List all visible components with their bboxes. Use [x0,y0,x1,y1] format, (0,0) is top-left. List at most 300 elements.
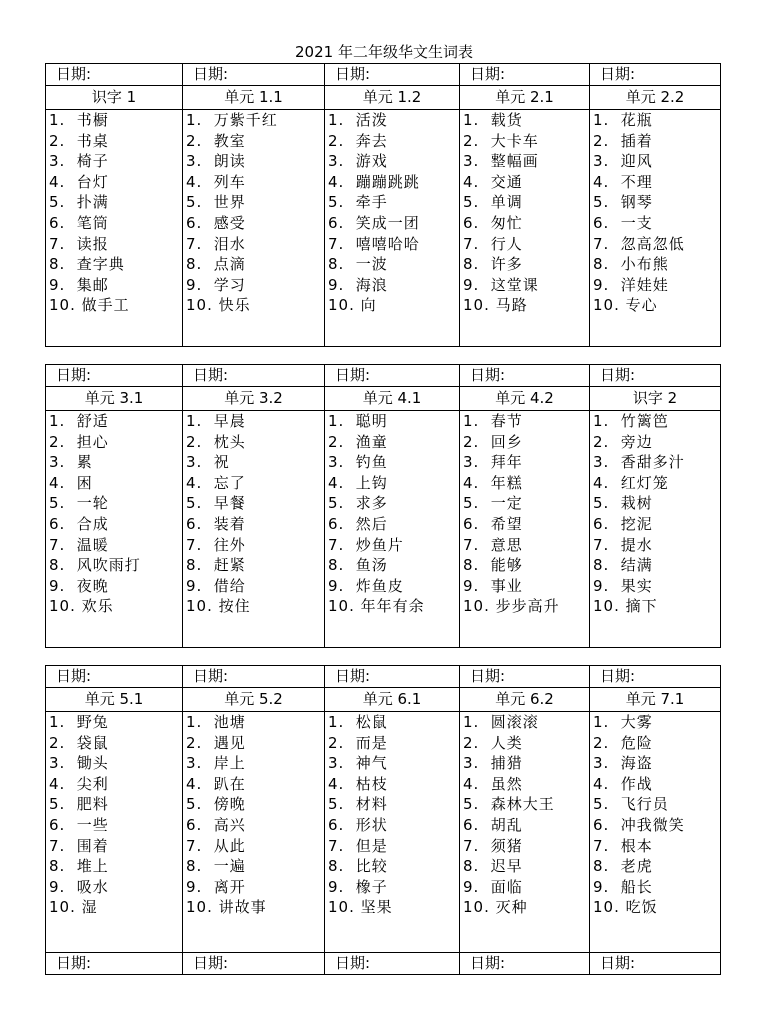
list-item [49,897,182,918]
word: 从此 [208,836,246,855]
list-item [186,411,324,432]
word: 温暖 [71,535,109,554]
item-number: 10. [463,597,490,616]
word: 一遍 [208,857,246,876]
item-number: 9. [593,576,610,595]
word: 旁边 [615,432,653,451]
item-number: 1. [49,412,66,430]
word: 插着 [615,131,653,150]
word: 野兔 [71,713,109,731]
word: 读报 [71,234,109,253]
list-item [186,596,324,617]
list-item [463,576,589,597]
word-list [460,411,589,617]
item-number: 6. [49,514,66,533]
word: 神气 [350,754,388,773]
list-item [328,234,459,255]
word: 忘了 [208,473,246,492]
word: 泪水 [208,234,246,253]
list-item [49,836,182,857]
item-number: 4. [593,473,610,492]
vocab-table [45,364,721,648]
list-item [463,836,589,857]
word: 意思 [485,535,523,554]
item-number: 8. [186,556,203,575]
word: 早餐 [208,494,246,513]
date-cell: 日期: [183,365,325,387]
item-number: 1. [328,111,345,129]
list-item [328,596,459,617]
item-number: 4. [49,774,66,793]
item-number: 6. [593,213,610,232]
item-number: 1. [328,412,345,430]
list-item [463,535,589,556]
word: 教室 [208,131,246,150]
list-item [328,535,459,556]
item-number: 2. [463,131,480,150]
item-number: 5. [186,494,203,513]
list-item [49,712,182,733]
item-number: 6. [328,514,345,533]
list-item [328,192,459,213]
word: 枯枝 [350,774,388,793]
word: 老虎 [615,857,653,876]
list-item [186,110,324,131]
date-row [46,666,721,688]
word-list [460,110,589,316]
word: 岸上 [208,754,246,773]
list-item [593,712,720,733]
list-item [328,836,459,857]
word: 祝 [208,453,230,472]
list-item [593,275,720,296]
word: 游戏 [350,152,388,171]
item-number: 5. [49,494,66,513]
item-number: 2. [463,432,480,451]
word: 一定 [485,494,523,513]
item-number: 9. [593,275,610,294]
word: 根本 [615,836,653,855]
word-list-row [46,110,721,347]
list-item [328,774,459,795]
word: 年年有余 [354,597,425,616]
list-item [186,712,324,733]
word-list-cell [460,411,590,648]
item-number: 7. [463,535,480,554]
item-number: 8. [463,556,480,575]
word-list-cell [590,110,721,347]
item-number: 8. [328,255,345,274]
list-item [186,172,324,193]
word: 这堂课 [485,275,539,294]
list-item [49,877,182,898]
date-cell: 日期: [590,64,721,86]
item-number: 10. [463,296,490,315]
word: 须猪 [485,836,523,855]
date-cell: 日期: [460,64,590,86]
item-number: 10. [463,898,490,917]
item-number: 10. [328,296,355,315]
item-number: 10. [593,898,620,917]
list-item [186,192,324,213]
word: 离开 [208,877,246,896]
word-list-cell [183,110,325,347]
date-cell: 日期: [460,666,590,688]
item-number: 5. [463,193,480,212]
item-number: 4. [463,774,480,793]
list-item [593,514,720,535]
list-item [593,877,720,898]
unit-name: 单元 5.2 [183,688,325,712]
list-item [463,110,589,131]
word-list-cell [460,712,590,953]
word: 湿 [75,898,98,917]
word-list [325,712,459,918]
item-number: 7. [463,234,480,253]
item-number: 2. [49,131,66,150]
list-item [593,815,720,836]
word: 一些 [71,815,109,834]
word: 花瓶 [615,111,653,129]
list-item [49,733,182,754]
word: 马路 [489,296,528,315]
list-item [186,856,324,877]
item-number: 6. [186,514,203,533]
unit-header-row [46,688,721,712]
date-cell: 日期: [325,64,460,86]
item-number: 6. [49,213,66,232]
list-item [49,234,182,255]
word: 载货 [485,111,523,129]
list-item [186,234,324,255]
list-item [49,493,182,514]
item-number: 4. [328,172,345,191]
list-item [328,254,459,275]
list-item [328,411,459,432]
word: 椅子 [71,152,109,171]
list-item [49,473,182,494]
word-list-cell [46,411,183,648]
item-number: 10. [593,296,620,315]
item-number: 5. [593,795,610,814]
unit-name: 单元 1.1 [183,86,325,110]
word: 困 [71,473,93,492]
word: 夜晚 [71,576,109,595]
word: 向 [354,296,377,315]
list-item [49,131,182,152]
list-item [328,753,459,774]
list-item [328,213,459,234]
word: 松鼠 [350,713,388,731]
item-number: 3. [463,152,480,171]
list-item [49,555,182,576]
item-number: 3. [186,754,203,773]
list-item [328,172,459,193]
item-number: 4. [463,473,480,492]
item-number: 7. [328,535,345,554]
list-item [49,254,182,275]
word: 尖利 [71,774,109,793]
list-item [593,897,720,918]
list-item [328,877,459,898]
list-item [593,596,720,617]
word: 奔去 [350,131,388,150]
word-list-cell [590,411,721,648]
word: 钓鱼 [350,453,388,472]
word: 回乡 [485,432,523,451]
list-item [593,192,720,213]
word: 船长 [615,877,653,896]
item-number: 1. [463,111,480,129]
word-list-cell [183,712,325,953]
word: 书桌 [71,131,109,150]
word-list [325,110,459,316]
word: 迎风 [615,152,653,171]
word: 挖泥 [615,514,653,533]
list-item [463,131,589,152]
item-number: 2. [328,733,345,752]
list-item [49,411,182,432]
item-number: 1. [328,713,345,731]
unit-name: 单元 1.2 [325,86,460,110]
list-item [186,877,324,898]
word-list [325,411,459,617]
word-list [590,712,720,918]
date-cell: 日期: [183,953,325,975]
item-number: 7. [593,836,610,855]
list-item [463,295,589,316]
word: 一波 [350,255,388,274]
item-number: 2. [186,432,203,451]
date-cell: 日期: [590,365,721,387]
list-item [328,712,459,733]
word: 学习 [208,275,246,294]
word: 活泼 [350,111,388,129]
item-number: 1. [186,412,203,430]
word: 摘下 [619,597,658,616]
word: 洋娃娃 [615,275,669,294]
word-list-cell [46,712,183,953]
list-item [186,295,324,316]
word: 比较 [350,857,388,876]
item-number: 7. [593,234,610,253]
item-number: 5. [186,795,203,814]
item-number: 1. [593,111,610,129]
item-number: 10. [593,597,620,616]
word: 圆滚滚 [485,713,539,731]
list-item [463,411,589,432]
item-number: 7. [463,836,480,855]
item-number: 5. [328,795,345,814]
word: 牵手 [350,193,388,212]
item-number: 3. [463,453,480,472]
list-item [593,774,720,795]
list-item [328,733,459,754]
item-number: 9. [186,275,203,294]
word: 但是 [350,836,388,855]
word: 年糕 [485,473,523,492]
list-item [463,151,589,172]
list-item [463,452,589,473]
word: 不理 [615,172,653,191]
item-number: 8. [49,556,66,575]
word: 炒鱼片 [350,535,404,554]
word: 池塘 [208,713,246,731]
word: 忽高忽低 [615,234,685,253]
unit-name: 单元 5.1 [46,688,183,712]
item-number: 8. [328,857,345,876]
vocab-table [45,63,721,347]
list-item [593,411,720,432]
list-item [186,473,324,494]
word: 虽然 [485,774,523,793]
word: 能够 [485,556,523,575]
list-item [186,131,324,152]
vocab-table [45,665,721,975]
word-list-cell [460,110,590,347]
word: 提水 [615,535,653,554]
item-number: 8. [463,255,480,274]
list-item [186,514,324,535]
unit-name: 单元 4.2 [460,387,590,411]
word: 袋鼠 [71,733,109,752]
item-number: 2. [328,432,345,451]
list-item [328,493,459,514]
item-number: 1. [49,111,66,129]
list-item [328,295,459,316]
list-item [49,576,182,597]
word: 舒适 [71,412,109,430]
list-item [49,213,182,234]
word: 朗读 [208,152,246,171]
word: 吸水 [71,877,109,896]
list-item [593,151,720,172]
unit-name: 单元 6.1 [325,688,460,712]
list-item [49,514,182,535]
item-number: 7. [328,836,345,855]
item-number: 9. [328,576,345,595]
item-number: 7. [593,535,610,554]
item-number: 1. [463,713,480,731]
item-number: 3. [328,453,345,472]
list-item [463,493,589,514]
word-list-cell [183,411,325,648]
list-item [186,576,324,597]
word: 飞行员 [615,795,669,814]
list-item [463,234,589,255]
word: 交通 [485,172,523,191]
word: 形状 [350,815,388,834]
list-item [186,151,324,172]
list-item [328,514,459,535]
item-number: 4. [49,172,66,191]
list-item [328,856,459,877]
list-item [593,493,720,514]
item-number: 9. [463,877,480,896]
item-number: 9. [463,576,480,595]
list-item [463,555,589,576]
list-item [463,213,589,234]
page-title: 2021 年二年级华文生词表 [295,43,473,61]
word: 吃饭 [619,898,658,917]
item-number: 4. [49,473,66,492]
word-list-cell [46,110,183,347]
list-item [593,172,720,193]
date-cell: 日期: [460,365,590,387]
item-number: 8. [463,857,480,876]
word: 集邮 [71,275,109,294]
word: 上钩 [350,473,388,492]
list-item [463,774,589,795]
word: 炸鱼皮 [350,576,404,595]
list-item [328,110,459,131]
list-item [186,897,324,918]
word: 坚果 [354,898,393,917]
item-number: 2. [49,733,66,752]
item-number: 3. [593,152,610,171]
word: 希望 [485,514,523,533]
word-list [46,712,182,918]
list-item [186,815,324,836]
list-item [593,576,720,597]
item-number: 1. [593,713,610,731]
word: 果实 [615,576,653,595]
word: 专心 [619,296,658,315]
word: 面临 [485,877,523,896]
word: 笑成一团 [350,213,420,232]
word-list-cell [325,110,460,347]
item-number: 1. [593,412,610,430]
list-item [328,576,459,597]
list-item [463,254,589,275]
item-number: 8. [49,857,66,876]
item-number: 5. [463,795,480,814]
item-number: 7. [49,535,66,554]
word: 点滴 [208,255,246,274]
word: 锄头 [71,754,109,773]
item-number: 2. [593,131,610,150]
item-number: 6. [49,815,66,834]
date-cell: 日期: [46,365,183,387]
item-number: 4. [328,774,345,793]
word: 按住 [212,597,251,616]
list-item [186,555,324,576]
word: 蹦蹦跳跳 [350,172,420,191]
item-number: 8. [328,556,345,575]
list-item [593,836,720,857]
date-cell: 日期: [183,666,325,688]
list-item [186,213,324,234]
date-cell: 日期: [46,64,183,86]
word: 风吹雨打 [71,556,141,575]
item-number: 10. [49,296,76,315]
item-number: 3. [186,152,203,171]
word: 渔童 [350,432,388,451]
item-number: 8. [593,255,610,274]
word: 笔筒 [71,213,109,232]
list-item [328,473,459,494]
word-list [183,110,324,316]
item-number: 9. [186,877,203,896]
date-cell: 日期: [590,666,721,688]
date-row [46,365,721,387]
item-number: 9. [593,877,610,896]
list-item [593,213,720,234]
date-cell: 日期: [46,953,183,975]
unit-name: 单元 6.2 [460,688,590,712]
word: 装着 [208,514,246,533]
word-list-cell [325,411,460,648]
